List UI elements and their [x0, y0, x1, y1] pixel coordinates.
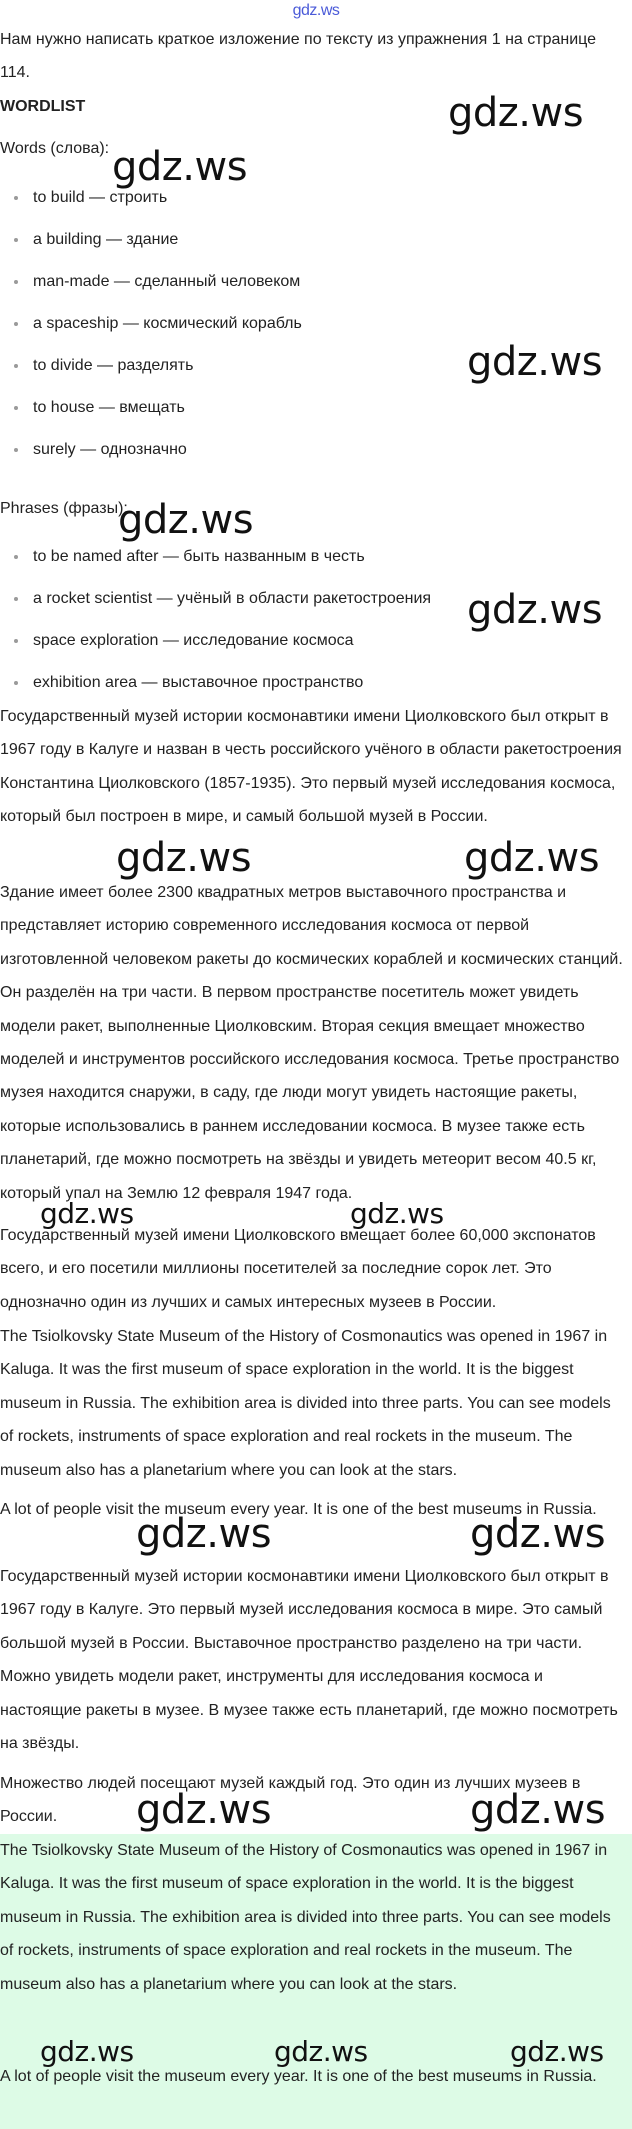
watermark-text: gdz.ws: [470, 1787, 606, 1833]
bullet-icon: [14, 364, 18, 368]
bullet-icon: [14, 322, 18, 326]
list-item: [0, 225, 302, 267]
watermark-text: gdz.ws: [464, 835, 600, 881]
intro-text: Нам нужно написать краткое изложение по тексту из упражнения 1 на странице 114.: [0, 31, 597, 82]
watermark-text: gdz.ws: [510, 2035, 604, 2068]
final-answer-paragraph: A lot of people visit the museum every year. It is one of the best museums in Russia.: [0, 2068, 597, 2085]
list-item: [0, 435, 302, 477]
word-entry: a spaceship — космический корабль: [33, 315, 302, 332]
word-entry: a building — здание: [33, 231, 179, 248]
list-item: [0, 393, 302, 435]
word-entry: man-made — сделанный человеком: [33, 273, 301, 290]
watermark-text: gdz.ws: [116, 835, 252, 881]
watermark-text: gdz.ws: [136, 1787, 272, 1833]
watermark-text: gdz.ws: [40, 1197, 134, 1230]
watermark-text: gdz.ws: [470, 1511, 606, 1557]
bullet-icon: [14, 238, 18, 242]
word-entry: surely — однозначно: [33, 441, 187, 458]
list-item: [0, 626, 431, 668]
bullet-icon: [14, 448, 18, 452]
bullet-icon: [14, 597, 18, 601]
word-entry: to divide — разделять: [33, 357, 194, 374]
phrase-entry: a rocket scientist — учёный в области ракетостроения: [33, 590, 432, 607]
wordlist-heading: WORDLIST: [0, 98, 86, 115]
watermark-text: gdz.ws: [112, 144, 248, 190]
translation-paragraph: Государственный музей имени Циолковского вмещает более 60,000 экспонатов всего, и его посетили миллионы посетителей за последние сорок лет. Это однозначно один из лучших и самых интересных музеев в России.: [0, 1227, 596, 1311]
words-list: [0, 183, 302, 477]
final-answer-paragraph: The Tsiolkovsky State Museum of the History of Cosmonautics was opened in 1967 in Kaluga. It was the first museum of space exploration in the world. It is the biggest museum in Russia. The exhibition area is divided into three parts. You can see models of rockets, instruments of space exploration and real rockets in the museum. The museum also has a planetarium where you can look at the stars.: [0, 1842, 611, 1993]
bullet-icon: [14, 406, 18, 410]
bullet-icon: [14, 196, 18, 200]
watermark-text: gdz.ws: [136, 1511, 272, 1557]
phrases-list: [0, 542, 431, 710]
bullet-icon: [14, 555, 18, 559]
summary-en-paragraph: A lot of people visit the museum every year. It is one of the best museums in Russia.: [0, 1501, 597, 1518]
bullet-icon: [14, 681, 18, 685]
list-item: [0, 542, 431, 584]
phrase-entry: to be named after — быть названным в честь: [33, 548, 365, 565]
watermark-text: gdz.ws: [118, 497, 254, 543]
bullet-icon: [14, 280, 18, 284]
translation-paragraph: Государственный музей истории космонавтики имени Циолковского был открыт в 1967 году в Калуге и назван в честь российского учёного в области ракетостроения Константина Циолковского (1857-1935). Это первый музей исследования космоса, который был построен в мире, и самый большой музей в России.: [0, 708, 622, 826]
site-logo[interactable]: gdz.ws: [292, 2, 340, 19]
watermark-text: gdz.ws: [467, 339, 603, 385]
list-item: [0, 584, 431, 626]
watermark-text: gdz.ws: [274, 2035, 368, 2068]
word-entry: to house — вмещать: [33, 399, 185, 416]
phrase-entry: space exploration — исследование космоса: [33, 632, 354, 649]
summary-ru-paragraph: Государственный музей истории космонавтики имени Циолковского был открыт в 1967 году в Калуге. Это первый музей исследования космоса в мире. Это самый большой музей в России. Выставочное пространство разделено на три части. Можно увидеть модели ракет, инструменты для исследования космоса и настоящие ракеты в музее. В музее также есть планетарий, где можно посмотреть на звёзды.: [0, 1568, 618, 1753]
summary-en-paragraph: The Tsiolkovsky State Museum of the History of Cosmonautics was opened in 1967 in Kaluga. It was the first museum of space exploration in the world. It is the biggest museum in Russia. The exhibition area is divided into three parts. You can see models of rockets, instruments of space exploration and real rockets in the museum. The museum also has a planetarium where you can look at the stars.: [0, 1328, 611, 1479]
phrases-label: Phrases (фразы):: [0, 500, 128, 517]
list-item: [0, 351, 302, 393]
summary-ru-paragraph: Множество людей посещают музей каждый год. Это один из лучших музеев в России.: [0, 1775, 581, 1826]
bullet-icon: [14, 639, 18, 643]
watermark-text: gdz.ws: [40, 2035, 134, 2068]
watermark-text: gdz.ws: [350, 1197, 444, 1230]
words-label: Words (слова):: [0, 140, 110, 157]
list-item: [0, 267, 302, 309]
phrase-entry: exhibition area — выставочное пространство: [33, 674, 364, 691]
translation-paragraph: Здание имеет более 2300 квадратных метров выставочного пространства и представляет историю современного исследования космоса от первой изготовленной человеком ракеты до космических кораблей и космических станций. Он разделён на три части. В первом пространстве посетитель может увидеть модели ракет, выполненные Циолковским. Вторая секция вмещает множество моделей и инструментов российского исследования космоса. Третье пространство музея находится снаружи, в саду, где люди могут увидеть настоящие ракеты, которые использовались в раннем исследовании космоса. В музее также есть планетарий, где можно посмотреть на звёзды и увидеть метеорит весом 40.5 кг, который упал на Землю 12 февраля 1947 года.: [0, 884, 623, 1202]
list-item: [0, 309, 302, 351]
watermark-text: gdz.ws: [467, 587, 603, 633]
watermark-text: gdz.ws: [448, 90, 584, 136]
word-entry: to build — строить: [33, 189, 168, 206]
